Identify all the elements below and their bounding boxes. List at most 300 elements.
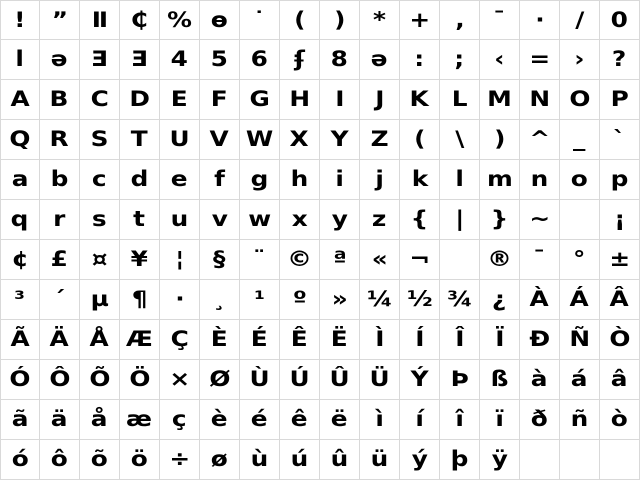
glyph: r <box>53 207 66 231</box>
glyph-cell[interactable] <box>440 360 480 400</box>
glyph: Ô <box>48 367 71 391</box>
glyph-cell[interactable] <box>560 80 600 120</box>
glyph: ¸ <box>213 287 226 311</box>
glyph: Û <box>329 367 350 391</box>
glyph-cell[interactable] <box>160 400 200 440</box>
glyph: Í <box>414 327 425 351</box>
glyph-cell[interactable] <box>0 280 40 320</box>
glyph-cell[interactable] <box>0 240 40 280</box>
glyph: a <box>11 167 29 191</box>
glyph: ü <box>370 447 389 471</box>
glyph: O <box>568 87 591 111</box>
glyph-cell[interactable] <box>520 360 560 400</box>
glyph: ó <box>11 447 29 471</box>
glyph: µ <box>90 287 109 311</box>
glyph-cell[interactable] <box>0 200 40 240</box>
glyph: J <box>374 87 385 111</box>
glyph: ) <box>493 127 506 151</box>
glyph-cell[interactable] <box>40 400 80 440</box>
glyph-cell[interactable] <box>80 280 120 320</box>
glyph: ª <box>332 247 347 271</box>
glyph: À <box>529 287 550 311</box>
glyph: ° <box>573 247 586 271</box>
glyph: u <box>170 207 189 231</box>
glyph: é <box>251 407 268 431</box>
glyph-cell[interactable] <box>400 200 440 240</box>
glyph-cell[interactable] <box>400 120 440 160</box>
glyph-cell[interactable] <box>320 80 360 120</box>
glyph: Ê <box>291 327 308 351</box>
glyph: o <box>570 167 589 191</box>
glyph-cell[interactable] <box>120 120 160 160</box>
glyph: E <box>171 87 188 111</box>
glyph-cell[interactable] <box>400 80 440 120</box>
glyph-cell[interactable] <box>240 400 280 440</box>
glyph-cell[interactable] <box>600 360 640 400</box>
glyph-cell[interactable] <box>200 440 240 480</box>
glyph-cell[interactable] <box>400 400 440 440</box>
glyph-cell[interactable] <box>520 400 560 440</box>
glyph: { <box>410 207 429 231</box>
glyph-cell[interactable] <box>360 200 400 240</box>
glyph: Ø <box>208 367 231 391</box>
glyph-cell[interactable] <box>280 120 320 160</box>
glyph-cell[interactable] <box>80 40 120 80</box>
glyph: 6 <box>250 47 269 71</box>
glyph-cell[interactable] <box>40 120 80 160</box>
glyph-cell[interactable] <box>400 440 440 480</box>
glyph: ~ <box>529 207 550 231</box>
glyph-cell[interactable] <box>160 320 200 360</box>
glyph-cell[interactable] <box>40 80 80 120</box>
glyph: · <box>174 287 185 311</box>
glyph-cell[interactable] <box>320 440 360 480</box>
glyph-cell[interactable] <box>120 0 160 40</box>
glyph-cell[interactable] <box>320 120 360 160</box>
glyph: ¼ <box>366 287 393 311</box>
glyph-cell[interactable] <box>120 360 160 400</box>
glyph-cell[interactable] <box>80 200 120 240</box>
glyph-cell[interactable] <box>40 320 80 360</box>
glyph: Å <box>89 327 110 351</box>
glyph: K <box>409 87 430 111</box>
glyph-cell[interactable] <box>280 280 320 320</box>
glyph-cell[interactable] <box>0 440 40 480</box>
glyph-cell[interactable] <box>560 240 600 280</box>
glyph-cell[interactable] <box>120 200 160 240</box>
glyph-cell[interactable] <box>560 440 600 480</box>
glyph-cell[interactable] <box>320 0 360 40</box>
glyph: ¢ <box>11 247 29 271</box>
glyph-cell[interactable] <box>120 40 160 80</box>
glyph-cell[interactable] <box>440 320 480 360</box>
glyph: f <box>214 167 225 191</box>
glyph: B <box>50 87 69 111</box>
glyph-cell[interactable] <box>200 240 240 280</box>
glyph-cell[interactable] <box>160 160 200 200</box>
glyph-cell[interactable] <box>80 160 120 200</box>
glyph-cell[interactable] <box>160 360 200 400</box>
glyph: ^ <box>529 127 550 151</box>
glyph-cell[interactable] <box>400 160 440 200</box>
glyph-cell[interactable] <box>280 240 320 280</box>
glyph-cell[interactable] <box>280 320 320 360</box>
glyph-cell[interactable] <box>160 440 200 480</box>
glyph: ë <box>331 407 348 431</box>
glyph-cell[interactable] <box>400 0 440 40</box>
glyph-cell[interactable] <box>480 40 520 80</box>
glyph: N <box>529 87 550 111</box>
glyph: c <box>92 167 107 191</box>
glyph-cell[interactable] <box>320 40 360 80</box>
glyph-cell[interactable] <box>320 400 360 440</box>
glyph-cell[interactable] <box>40 240 80 280</box>
glyph: Ð <box>529 327 550 351</box>
glyph: ( <box>413 127 426 151</box>
glyph-cell[interactable] <box>320 280 360 320</box>
glyph: ò <box>610 407 629 431</box>
glyph-cell[interactable] <box>80 120 120 160</box>
glyph-cell[interactable] <box>320 160 360 200</box>
glyph: Ò <box>608 327 631 351</box>
glyph-cell[interactable] <box>280 40 320 80</box>
glyph-cell[interactable] <box>160 40 200 80</box>
glyph: G <box>249 87 270 111</box>
glyph-cell[interactable] <box>160 280 200 320</box>
glyph-cell[interactable] <box>440 160 480 200</box>
glyph: p <box>610 167 629 191</box>
glyph: ½ <box>406 287 433 311</box>
glyph: ¤ <box>91 247 108 271</box>
glyph: y <box>331 207 348 231</box>
glyph-cell[interactable] <box>600 280 640 320</box>
glyph-cell[interactable] <box>480 80 520 120</box>
glyph: ) <box>333 7 346 32</box>
glyph-cell[interactable] <box>120 160 160 200</box>
glyph: ə <box>371 47 388 71</box>
glyph-cell[interactable] <box>600 200 640 240</box>
glyph-cell[interactable] <box>440 0 480 40</box>
glyph-cell[interactable] <box>440 400 480 440</box>
glyph: Þ <box>450 367 469 391</box>
glyph-cell[interactable] <box>80 240 120 280</box>
glyph-cell[interactable] <box>40 40 80 80</box>
glyph-cell[interactable] <box>0 320 40 360</box>
glyph: ! <box>14 7 26 32</box>
glyph: Ñ <box>569 327 590 351</box>
glyph: Ú <box>289 367 310 391</box>
glyph-cell[interactable] <box>560 0 600 40</box>
glyph: P <box>610 87 629 111</box>
glyph-cell[interactable] <box>560 320 600 360</box>
glyph-cell[interactable] <box>480 400 520 440</box>
glyph-cell[interactable] <box>440 240 480 280</box>
glyph-cell[interactable] <box>200 0 240 40</box>
glyph: ? <box>612 47 627 71</box>
glyph-cell[interactable] <box>440 40 480 80</box>
glyph-cell[interactable] <box>480 280 520 320</box>
glyph: « <box>371 247 388 271</box>
glyph: k <box>411 167 428 191</box>
glyph: â <box>611 367 628 391</box>
glyph-cell[interactable] <box>480 0 520 40</box>
glyph: Ç <box>170 327 189 351</box>
glyph: Ì <box>374 327 385 351</box>
glyph-cell[interactable] <box>520 280 560 320</box>
glyph-cell[interactable] <box>600 0 640 40</box>
glyph: Ǝ <box>131 47 148 71</box>
glyph-cell[interactable] <box>280 160 320 200</box>
glyph: V <box>209 127 230 151</box>
glyph-cell[interactable] <box>200 80 240 120</box>
glyph-cell[interactable] <box>400 240 440 280</box>
glyph: W <box>245 127 274 151</box>
glyph: Ó <box>9 367 31 391</box>
glyph: A <box>10 87 30 111</box>
glyph: 8 <box>330 47 349 71</box>
glyph-cell[interactable] <box>520 240 560 280</box>
glyph-cell[interactable] <box>120 280 160 320</box>
glyph-cell[interactable] <box>520 320 560 360</box>
glyph-cell[interactable] <box>0 160 40 200</box>
glyph-cell[interactable] <box>560 120 600 160</box>
glyph: = <box>529 47 550 71</box>
glyph-cell[interactable] <box>160 0 200 40</box>
glyph-cell[interactable] <box>160 240 200 280</box>
glyph: | <box>454 207 465 231</box>
glyph-cell[interactable] <box>480 240 520 280</box>
glyph-cell[interactable] <box>480 160 520 200</box>
glyph-cell[interactable] <box>440 280 480 320</box>
glyph: ð <box>530 407 549 431</box>
glyph: Ä <box>49 327 70 351</box>
glyph-cell[interactable] <box>80 80 120 120</box>
glyph-cell[interactable] <box>600 160 640 200</box>
glyph-cell[interactable] <box>280 200 320 240</box>
glyph-cell[interactable] <box>320 320 360 360</box>
glyph-cell[interactable] <box>120 400 160 440</box>
glyph-cell[interactable] <box>280 0 320 40</box>
glyph: Z <box>370 127 389 151</box>
glyph: ¨ <box>253 247 266 271</box>
glyph-cell[interactable] <box>200 40 240 80</box>
glyph: ³ <box>14 287 26 311</box>
glyph: % <box>167 7 192 32</box>
glyph-cell[interactable] <box>240 280 280 320</box>
glyph-cell[interactable] <box>0 400 40 440</box>
glyph-cell[interactable] <box>600 400 640 440</box>
glyph-cell[interactable] <box>440 120 480 160</box>
glyph-cell[interactable] <box>360 120 400 160</box>
glyph: ö <box>130 447 149 471</box>
glyph: L <box>451 87 468 111</box>
glyph: ˙ <box>253 7 266 32</box>
glyph-cell[interactable] <box>240 240 280 280</box>
glyph-cell[interactable] <box>360 40 400 80</box>
glyph-cell[interactable] <box>240 80 280 120</box>
glyph-cell[interactable] <box>80 0 120 40</box>
glyph-cell[interactable] <box>0 0 40 40</box>
glyph-cell[interactable] <box>280 440 320 480</box>
glyph-cell[interactable] <box>360 80 400 120</box>
glyph: D <box>129 87 150 111</box>
glyph-cell[interactable] <box>360 320 400 360</box>
glyph-cell[interactable] <box>440 80 480 120</box>
glyph: › <box>574 47 585 71</box>
glyph-cell[interactable] <box>40 360 80 400</box>
glyph: ʄ <box>294 47 305 71</box>
glyph-cell[interactable] <box>120 240 160 280</box>
glyph-cell[interactable] <box>320 240 360 280</box>
glyph-cell[interactable] <box>360 400 400 440</box>
glyph-cell[interactable] <box>200 120 240 160</box>
glyph-cell[interactable] <box>280 80 320 120</box>
glyph: Ã <box>10 327 30 351</box>
glyph-cell[interactable] <box>440 200 480 240</box>
glyph-cell[interactable] <box>40 280 80 320</box>
glyph-cell[interactable] <box>240 440 280 480</box>
glyph-cell[interactable] <box>40 440 80 480</box>
glyph: w <box>248 207 271 231</box>
glyph-cell[interactable] <box>560 40 600 80</box>
glyph-cell[interactable] <box>600 40 640 80</box>
glyph-cell[interactable] <box>0 80 40 120</box>
glyph-cell[interactable] <box>240 120 280 160</box>
glyph-cell[interactable] <box>320 200 360 240</box>
glyph-cell[interactable] <box>240 0 280 40</box>
glyph: + <box>409 7 430 32</box>
glyph-cell[interactable] <box>360 0 400 40</box>
glyph-cell[interactable] <box>520 0 560 40</box>
glyph-cell[interactable] <box>80 400 120 440</box>
glyph-cell[interactable] <box>400 40 440 80</box>
glyph-cell[interactable] <box>280 400 320 440</box>
glyph-cell[interactable] <box>120 440 160 480</box>
glyph-cell[interactable] <box>480 120 520 160</box>
glyph: x <box>291 207 308 231</box>
glyph: s <box>92 207 107 231</box>
glyph-cell[interactable] <box>560 400 600 440</box>
glyph-cell[interactable] <box>200 400 240 440</box>
glyph-cell[interactable] <box>600 320 640 360</box>
glyph-cell[interactable] <box>240 200 280 240</box>
glyph-cell[interactable] <box>200 280 240 320</box>
glyph: Ⅱ <box>91 7 108 32</box>
glyph-cell[interactable] <box>200 320 240 360</box>
glyph: ú <box>290 447 309 471</box>
glyph: ; <box>454 47 465 71</box>
glyph: ã <box>11 407 29 431</box>
glyph-cell[interactable] <box>520 200 560 240</box>
glyph: õ <box>90 447 109 471</box>
glyph-cell[interactable] <box>40 200 80 240</box>
glyph-cell[interactable] <box>560 360 600 400</box>
glyph: j <box>375 167 384 191</box>
glyph-cell[interactable] <box>80 320 120 360</box>
glyph: ® <box>487 247 512 271</box>
glyph-cell[interactable] <box>560 200 600 240</box>
glyph-cell[interactable] <box>480 440 520 480</box>
glyph: Q <box>9 127 31 151</box>
glyph: 5 <box>210 47 229 71</box>
glyph-cell[interactable] <box>360 160 400 200</box>
glyph: ± <box>609 247 630 271</box>
glyph-cell[interactable] <box>200 200 240 240</box>
glyph-cell[interactable] <box>40 0 80 40</box>
glyph-cell[interactable] <box>80 440 120 480</box>
glyph-cell[interactable] <box>240 40 280 80</box>
glyph-cell[interactable] <box>280 360 320 400</box>
glyph-cell[interactable] <box>520 40 560 80</box>
glyph-cell[interactable] <box>560 280 600 320</box>
glyph-cell[interactable] <box>520 80 560 120</box>
glyph: : <box>414 47 425 71</box>
glyph-cell[interactable] <box>360 440 400 480</box>
glyph: · <box>534 7 545 32</box>
glyph-cell[interactable] <box>360 280 400 320</box>
glyph: v <box>211 207 228 231</box>
glyph-cell[interactable] <box>240 360 280 400</box>
glyph-cell[interactable] <box>480 360 520 400</box>
glyph: ÷ <box>169 447 190 471</box>
glyph: ( <box>293 7 306 32</box>
glyph-cell[interactable] <box>0 120 40 160</box>
glyph-cell[interactable] <box>200 160 240 200</box>
glyph-cell[interactable] <box>400 280 440 320</box>
glyph-cell[interactable] <box>200 360 240 400</box>
glyph: F <box>211 87 228 111</box>
glyph-cell[interactable] <box>360 360 400 400</box>
glyph-cell[interactable] <box>160 80 200 120</box>
glyph: è <box>211 407 228 431</box>
glyph-cell[interactable] <box>0 360 40 400</box>
glyph-cell[interactable] <box>480 320 520 360</box>
glyph-cell[interactable] <box>240 160 280 200</box>
glyph: Ý <box>410 367 429 391</box>
glyph-cell[interactable] <box>600 120 640 160</box>
glyph: 4 <box>170 47 189 71</box>
glyph-cell[interactable] <box>320 360 360 400</box>
glyph-cell[interactable] <box>600 80 640 120</box>
glyph-cell[interactable] <box>240 320 280 360</box>
glyph-cell[interactable] <box>400 320 440 360</box>
glyph: , <box>454 7 465 32</box>
glyph-cell[interactable] <box>80 360 120 400</box>
glyph-cell[interactable] <box>600 440 640 480</box>
glyph-cell[interactable] <box>160 200 200 240</box>
glyph-cell[interactable] <box>400 360 440 400</box>
glyph: ₵ <box>130 7 149 32</box>
glyph-cell[interactable] <box>520 120 560 160</box>
glyph: æ <box>126 407 153 431</box>
glyph-cell[interactable] <box>440 440 480 480</box>
glyph-cell[interactable] <box>0 40 40 80</box>
glyph: b <box>50 167 69 191</box>
glyph-cell[interactable] <box>120 320 160 360</box>
glyph-cell[interactable] <box>560 160 600 200</box>
glyph-cell[interactable] <box>360 240 400 280</box>
glyph-cell[interactable] <box>40 160 80 200</box>
glyph-cell[interactable] <box>120 80 160 120</box>
glyph: É <box>251 327 268 351</box>
glyph-cell[interactable] <box>160 120 200 160</box>
glyph: ¬ <box>409 247 430 271</box>
glyph-cell[interactable] <box>520 160 560 200</box>
glyph: U <box>169 127 190 151</box>
glyph-cell[interactable] <box>520 440 560 480</box>
glyph-cell[interactable] <box>480 200 520 240</box>
glyph-cell[interactable] <box>600 240 640 280</box>
